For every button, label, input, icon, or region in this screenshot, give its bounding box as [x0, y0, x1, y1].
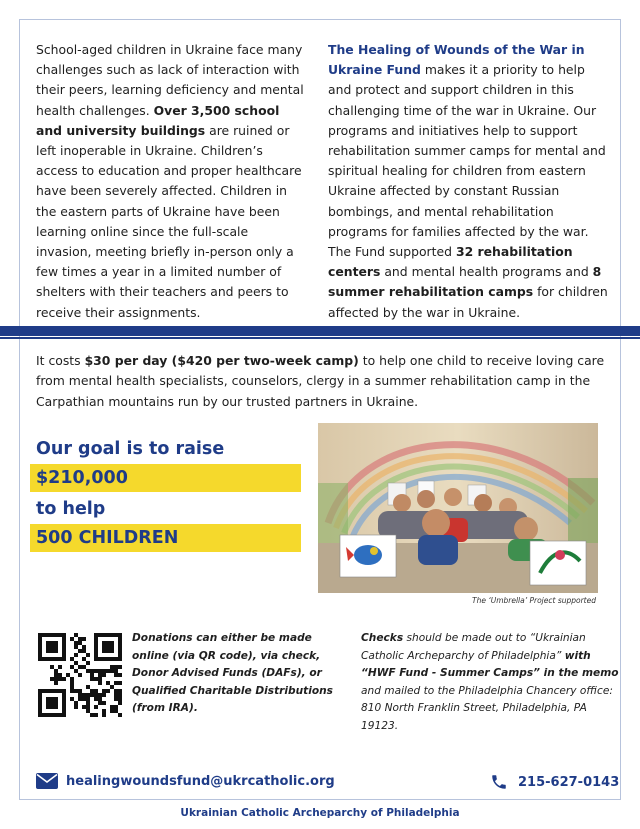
- donation-options-text: Donations can either be made online (via QR code), via check, Donor Advised Funds (DAFs), or Qualified Charitable Distributions (from IRA).: [132, 632, 333, 714]
- footer-organization: Ukrainian Catholic Archeparchy of Philadelphia: [180, 807, 460, 819]
- intro-left-paragraph: [36, 40, 304, 323]
- intro-right-text-3: for children affected by the war in Ukraine.: [328, 284, 608, 320]
- email-link[interactable]: healingwoundsfund@ukrcatholic.org: [66, 773, 335, 789]
- goal-line-3: to help: [36, 499, 106, 519]
- cost-text-1: It costs: [36, 353, 85, 368]
- checks-memo: with “HWF Fund - Summer Camps” in the memo: [361, 649, 619, 679]
- checks-text-2: and mailed to the Philadelphia Chancery office: 810 North Franklin Street, Philadelphia, PA 19123.: [361, 684, 613, 732]
- goal-children: 500 CHILDREN: [36, 528, 179, 548]
- goal-line-1: Our goal is to raise: [36, 439, 225, 459]
- email-contact[interactable]: [36, 773, 335, 789]
- rehab-centers-count: 32 rehabilitation centers: [328, 244, 573, 280]
- intro-left-text-2: are ruined or left inoperable in Ukraine. Children’s access to education and proper healthcare have been severely affected. Children in the eastern parts of Ukraine have been learning online since the full-scale invasion, meeting briefly in-person only a few times a year in a limited number of shelters with their teachers and peers to receive their assignments.: [36, 122, 302, 320]
- intro-right-text-1: makes it a priority to help and protect and support children in this challenging time of the war in Ukraine. Our programs and initiatives help to support rehabilitation summer camps for mental and spiritual healing for children from eastern Ukraine affected by constant Russian bombings, and mental rehabilitation programs for families affected by the war. The Fund supported: [328, 62, 606, 260]
- intro-right-text-2: and mental health programs and: [380, 264, 593, 280]
- intro-left-text-1: School-aged children in Ukraine face many challenges such as lack of interaction with their peers, learning deficiency and mental health challenges.: [36, 42, 304, 118]
- divider-line: [0, 337, 640, 339]
- goal-amount: $210,000: [36, 468, 128, 488]
- phone-icon: [490, 773, 508, 791]
- cost-bold: $30 per day ($420 per two-week camp): [84, 353, 359, 368]
- intro-left-bold: Over 3,500 school and university buildings: [36, 102, 280, 138]
- cost-text-2: to help one child to receive loving care from mental health specialists, counselors, clergy in a summer rehabilitation camp in the Carpathian mountains run by our trusted partners in Ukraine.: [36, 353, 605, 409]
- checks-text-1: should be made out to “Ukrainian Catholic Archeparchy of Philadelphia”: [361, 632, 586, 662]
- photo-caption: The ‘Umbrella’ Project supported: [471, 596, 596, 605]
- cost-paragraph: [36, 351, 616, 412]
- checks-paragraph: [361, 630, 621, 735]
- donation-qr-code[interactable]: [38, 633, 122, 717]
- summer-camps-count: 8 summer rehabilitation camps: [328, 264, 602, 300]
- fund-name: The Healing of Wounds of the War in Ukraine Fund: [328, 42, 585, 78]
- envelope-icon: [36, 773, 58, 789]
- phone-number[interactable]: 215-627-0143: [518, 774, 620, 790]
- intro-right-paragraph: [328, 40, 612, 323]
- divider-band: [0, 326, 640, 336]
- checks-label: Checks: [361, 632, 404, 644]
- phone-contact[interactable]: [490, 773, 619, 791]
- children-photo: [318, 423, 598, 593]
